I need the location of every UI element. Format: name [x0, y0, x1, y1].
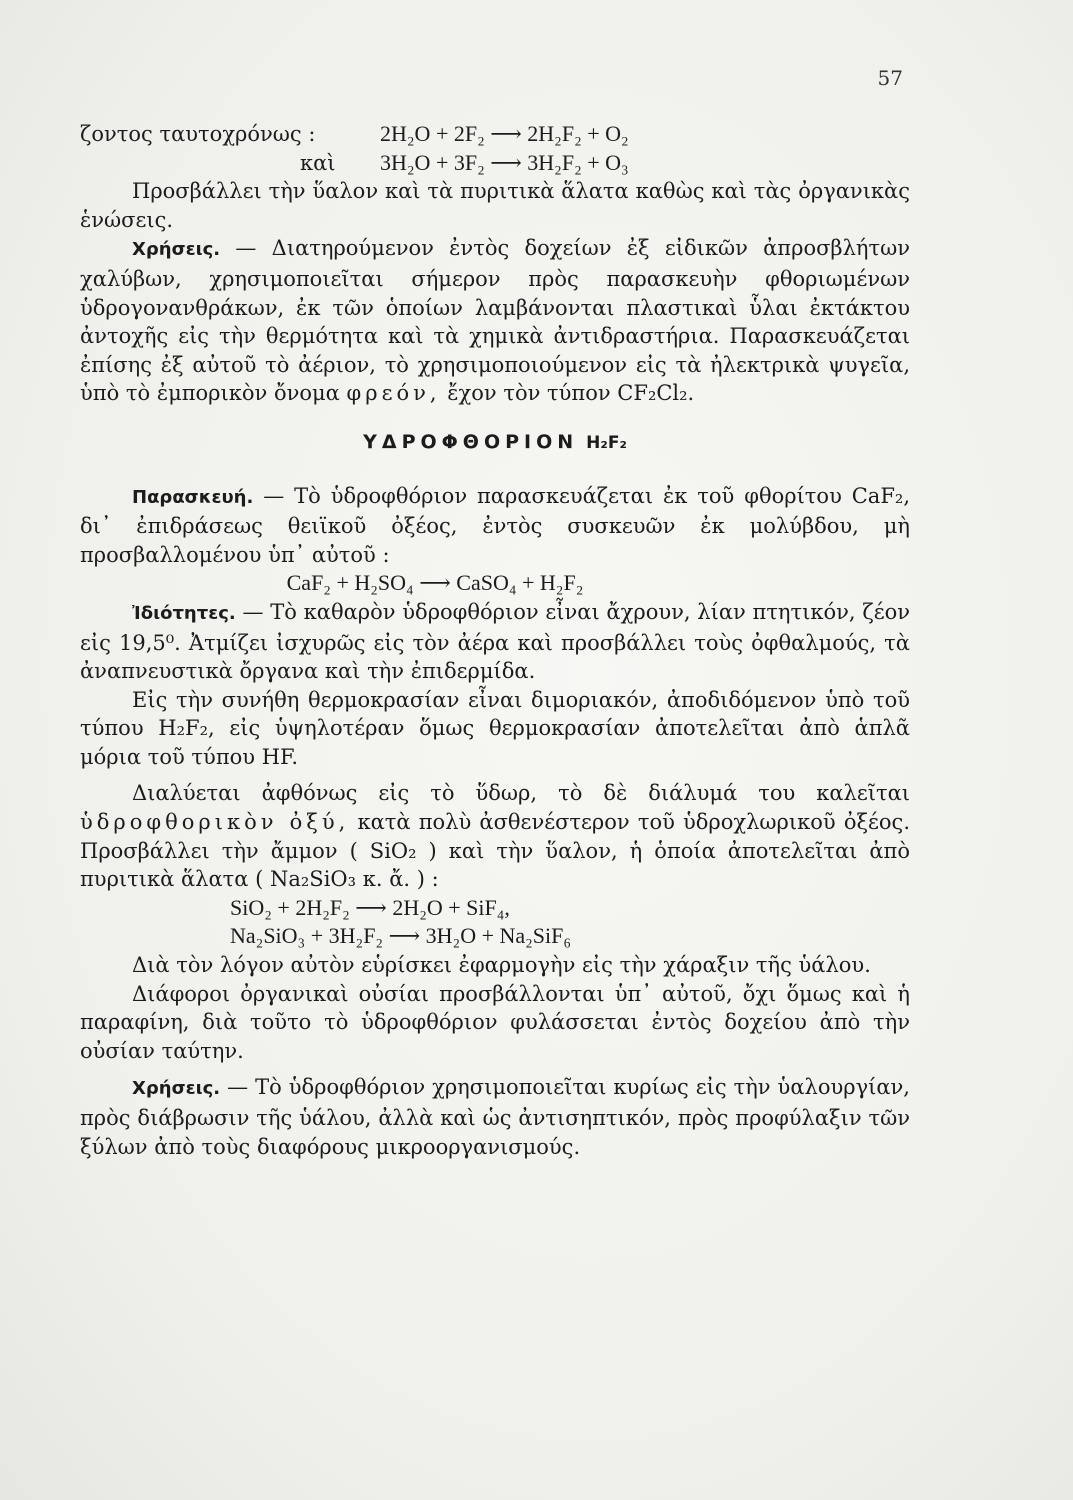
silicate-equation: Na₂SiO₃ + 3H₂F₂ ⟶ 3H₂O + Na₂SiF₆: [230, 923, 572, 949]
freon-formula-text: ἔχον τὸν τύπον CF₂Cl₂.: [447, 381, 695, 406]
silica-equation: SiO₂ + 2H₂F₂ ⟶ 2H₂O + SiF₄,: [230, 894, 510, 920]
uses-paragraph-hydrofluoric: [80, 1073, 910, 1161]
uses-text-fluorine: — Διατηρούμενον ἐντὸς δοχείων ἐξ εἰδικῶν ἀπροσβλήτων χαλύβων, χρησιμοποιεῖται σήμερον πρὸς παρασκευὴν φθοριωμένων ὑδρογονανθράκων, ἐκ τῶν ὁποίων λαμβάνονται πλαστικαὶ ὗλαι ἐκτάκτου ἀντοχῆς εἰς τὴν θερμότητα καὶ τὰ χημικὰ ἀντιδραστήρια. Παρασκευάζεται ἐπίσης ἐξ αὐτοῦ τὸ ἀέριον, τὸ χρησιμοποιούμενον εἰς τὰ ἠλεκτρικὰ ψυγεῖα, ὑπὸ τὸ ἐμπορικὸν ὄνομα: [80, 236, 910, 406]
storage-paragraph: Διάφοροι ὀργανικαὶ οὐσίαι προσβάλλονται ὑπ᾿ αὐτοῦ, ὄχι ὅμως καὶ ἡ παραφίνη, διὰ τοῦτο τὸ ὑδροφθόριον φυλάσσεται ἐντὸς δοχείου ἀπὸ τὴν οὐσίαν ταύτην.: [80, 981, 910, 1063]
section-title: [80, 428, 910, 458]
page-number: 57: [877, 66, 903, 90]
equation-water-fluorine-oxygen: 2H₂O + 2F₂ ⟶ 2H₂F₂ + O₂: [380, 121, 629, 146]
properties-heading: Ἰδιότητες.: [132, 602, 236, 624]
preparation-equation: CaF₂ + H₂SO₄ ⟶ CaSO₄ + H₂F₂: [286, 570, 584, 596]
intro-text: ζοντος ταυτοχρόνως :: [80, 122, 316, 146]
preparation-text: — Τὸ ὑδροφθόριον παρασκευάζεται ἐκ τοῦ φθορίτου CaF₂, δι᾿ ἐπιδράσεως θειϊκοῦ ὀξέος, ἐντὸς συσκευῶν ἐκ μολύβδου, μὴ προσβαλλομένου ὑπ᾿ αὐτοῦ :: [80, 483, 910, 567]
section-title-formula: H₂F₂: [586, 432, 627, 453]
equation-water-fluorine-ozone: 3H₂O + 3F₂ ⟶ 3H₂F₂ + O₃: [380, 149, 629, 175]
dimer-paragraph: Εἰς τὴν συνήθη θερμοκρασίαν εἶναι διμοριακόν, ἀποδιδόμενον ὑπὸ τοῦ τύπου H₂F₂, εἰς ὑψηλοτέραν ὅμως θερμοκρασίαν ἀποτελεῖται ἀπὸ ἁπλᾶ μόρια τοῦ τύπου HF.: [80, 687, 910, 769]
preparation-heading: Παρασκευή.: [132, 486, 254, 508]
uses-text-hydrofluoric: — Τὸ ὑδροφθόριον χρησιμοποιεῖται κυρίως εἰς τὴν ὑαλουργίαν, πρὸς διάβρωσιν τῆς ὑάλου, ἀλλὰ καὶ ὡς ἀντισηπτικόν, πρὸς προφύλαξιν τῶν ξύλων ἀπὸ τοὺς διαφόρους μικροοργανισμούς.: [80, 1075, 910, 1159]
etching-paragraph: Διὰ τὸν λόγον αὐτὸν εὑρίσκει ἐφαρμογὴν εἰς τὴν χάραξιν τῆς ὑάλου.: [132, 953, 871, 978]
attack-paragraph: Προσβάλλει τὴν ὕαλον καὶ τὰ πυριτικὰ ἅλατα καθὼς καὶ τὰς ὀργανικὰς ἑνώσεις.: [80, 179, 910, 232]
hydrofluoric-acid-name: ὑδροφθορικὸν ὀξύ,: [80, 810, 350, 835]
fluorine-water-reaction-line-2: [80, 149, 910, 178]
conjunction-and: καὶ: [300, 150, 336, 175]
uses-heading-fluorine: Χρήσεις.: [132, 239, 221, 261]
page-body: [80, 120, 910, 1161]
properties-paragraph: [80, 598, 910, 686]
section-title-text: ΥΔΡΟΦΘΟΡΙΟΝ: [363, 430, 579, 453]
preparation-paragraph: [80, 482, 910, 570]
solution-text-after: κατὰ πολὺ ἀσθενέστερον τοῦ ὑδροχλωρικοῦ ὀξέος. Προσβάλλει τὴν ἄμμον ( SiO₂ ) καὶ τὴν ὕαλον, ἡ ὁποία ἀποτελεῖται ἀπὸ πυριτικὰ ἅλατα ( Na₂SiO₃ κ. ἄ. ) :: [80, 810, 910, 892]
solution-paragraph: [80, 779, 910, 893]
solution-text-before: Διαλύεται ἀφθόνως εἰς τὸ ὕδωρ, τὸ δὲ διάλυμά του καλεῖται: [132, 781, 910, 806]
properties-text: — Τὸ καθαρὸν ὑδροφθόριον εἶναι ἄχρουν, λίαν πτητικόν, ζέον εἰς 19,5⁰. Ἀτμίζει ἰσχυρῶς εἰς τὸν ἀέρα καὶ προσβάλλει τοὺς ὀφθαλμούς, τὰ ἀναπνευστικὰ ὄργανα καὶ τὴν ἐπιδερμίδα.: [80, 599, 910, 684]
fluorine-water-reaction-line-1: [80, 120, 910, 149]
trade-name-freon: φρεόν,: [346, 381, 441, 406]
uses-paragraph-fluorine: [80, 234, 910, 408]
uses-heading-hydrofluoric: Χρήσεις.: [132, 1078, 221, 1100]
